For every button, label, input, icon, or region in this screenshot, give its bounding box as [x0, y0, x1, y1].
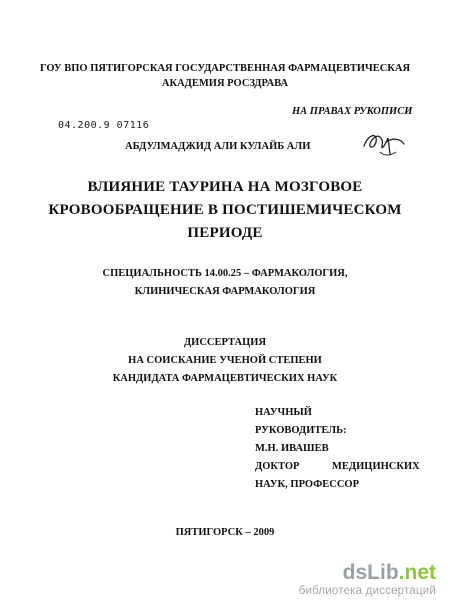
organization-line-1: ГОУ ВПО ПЯТИГОРСКАЯ ГОСУДАРСТВЕННАЯ ФАРМАЦЕВТИЧЕСКАЯ — [39, 63, 411, 74]
dissertation-label: ДИССЕРТАЦИЯ — [183, 337, 267, 348]
dslib-subtitle: библиотека диссертаций — [298, 585, 436, 597]
degree-line-1: НА СОИСКАНИЕ УЧЕНОЙ СТЕПЕНИ — [128, 355, 322, 366]
supervisor-title-line-2: НАУК, ПРОФЕССОР — [255, 479, 359, 490]
thesis-title-line-3: ПЕРИОДЕ — [187, 225, 263, 241]
degree-line-2: КАНДИДАТА ФАРМАЦЕВТИЧЕСКИХ НАУК — [112, 373, 338, 384]
manuscript-rights: НА ПРАВАХ РУКОПИСИ — [292, 106, 413, 117]
specialty-line-1: СПЕЦИАЛЬНОСТЬ 14.00.25 – ФАРМАКОЛОГИЯ, — [102, 268, 348, 279]
thesis-title-line-1: ВЛИЯНИЕ ТАУРИНА НА МОЗГОВОЕ — [87, 179, 363, 195]
organization-line-2: АКАДЕМИЯ РОСЗДРАВА — [161, 78, 289, 89]
dslib-watermark — [299, 562, 436, 598]
city-year: ПЯТИГОРСК – 2009 — [175, 527, 275, 538]
supervisor-title-word-2: МЕДИЦИНСКИХ — [332, 461, 420, 472]
author-name: АБДУЛМАДЖИД АЛИ КУЛАЙБ АЛИ — [125, 141, 311, 152]
supervisor-name: М.Н. ИВАШЕВ — [255, 443, 329, 454]
thesis-title-line-2: КРОВООБРАЩЕНИЕ В ПОСТИШЕМИЧЕСКОМ — [48, 202, 402, 218]
supervisor-label-2: РУКОВОДИТЕЛЬ: — [255, 425, 347, 436]
dslib-logo: dsLib.net — [342, 561, 436, 584]
supervisor-title-word-1: ДОКТОР — [255, 461, 300, 472]
specialty-line-2: КЛИНИЧЕСКАЯ ФАРМАКОЛОГИЯ — [134, 286, 316, 297]
registration-stamp: 04.200.9 07116 — [58, 120, 150, 131]
supervisor-label-1: НАУЧНЫЙ — [255, 407, 312, 418]
author-signature — [360, 124, 406, 162]
